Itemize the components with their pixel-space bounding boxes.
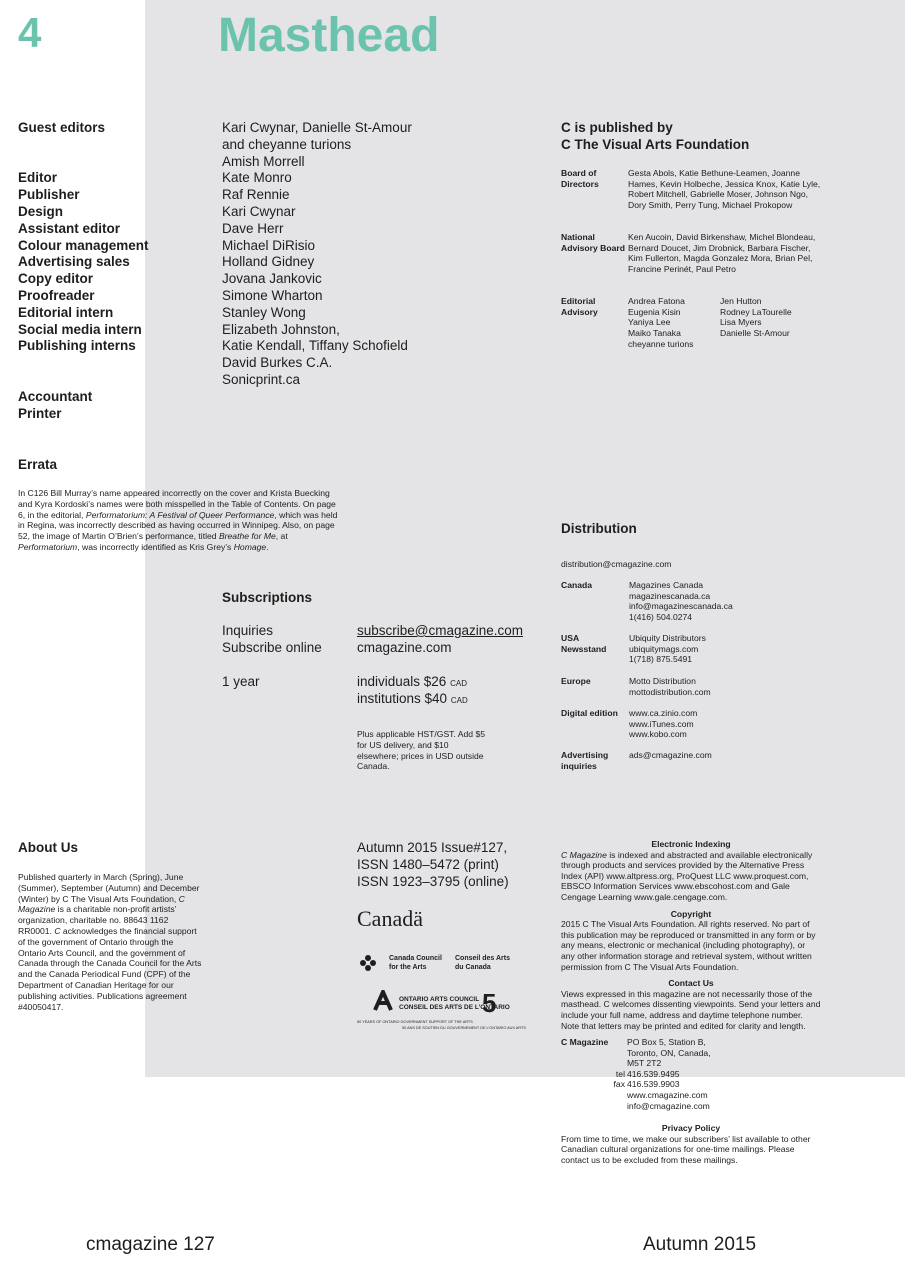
name: Amish Morrell bbox=[222, 153, 305, 169]
name: Holland Gidney bbox=[222, 254, 315, 270]
national-advisory-board: National Advisory Board Ken Aucoin, David Birkenshaw, Michel Blondeau, Bernard Doucet, Jim Drobnick, Barbara Fischer, Kim Fullerton, Magda Gonzalez Mora, Brian Pel, Francine Perinét, Paul Petro bbox=[561, 232, 816, 275]
name: Simone Wharton bbox=[222, 287, 323, 303]
name: Stanley Wong bbox=[222, 304, 306, 320]
editorial-advisory: Editorial Advisory Andrea Fatona Eugenia Kisin Yaniya Lee Maiko Tanaka cheyanne turions Jen Hutton Rodney LaTourelle Lisa Myers Danielle St-Amour bbox=[561, 296, 792, 349]
issue-info: Autumn 2015 Issue#127, ISSN 1480–5472 (print) ISSN 1923–3795 (online) bbox=[357, 840, 509, 889]
name: and cheyanne turions bbox=[222, 136, 352, 152]
ontario-arts-council-logo: ONTARIO ARTS COUNCIL CONSEIL DES ARTS DE L’ONTARIO 5 50 YEARS OF ONTARIO GOVERNMENT SUPPORT OF THE ARTS 50 ANS DE SOUTIEN DU GOUVERNEMENT DE L’ONTARIO AUX ARTS bbox=[357, 988, 526, 1030]
publisher-heading: C is published by C The Visual Arts Foundation bbox=[561, 120, 750, 152]
errata-text: In C126 Bill Murray’s name appeared incorrectly on the cover and Krista Buecking and Kyra Kordoski’s names were both misspelled in the Table of Contents. On page 6, in the editorial, Performatorium: A Festival of Queer Performance, which was held in Regina, was incorrectly described as having occurred in Winnipeg. Also, on page 52, the image of Martin O’Brien’s performance, titled Breathe for Me, at Performatorium, was incorrectly identified as Kris Grey’s Homage. bbox=[18, 488, 338, 552]
name: Michael DiRisio bbox=[222, 237, 316, 253]
copyright-heading: Copyright bbox=[670, 908, 712, 919]
staff-names bbox=[222, 120, 522, 389]
role: Social media intern bbox=[18, 321, 142, 337]
name: Dave Herr bbox=[222, 220, 284, 236]
subscribe-online-link[interactable]: cmagazine.com bbox=[357, 640, 452, 655]
privacy-heading: Privacy Policy bbox=[661, 1123, 721, 1134]
role: Proofreader bbox=[18, 287, 95, 303]
page-number: 4 bbox=[18, 9, 42, 56]
board-of-directors: Board of Directors Gesta Abols, Katie Bethune-Leamen, Joanne Hames, Kevin Holbeche, Jessica Knox, Katie Lyle, Robert Mitchell, Gabrielle Moser, Johnson Ngo, Dory Smith, Perry Tung, Michael Prokopow bbox=[561, 168, 821, 211]
indexing-heading: Electronic Indexing bbox=[651, 839, 731, 849]
contact-heading: Contact Us bbox=[668, 978, 714, 989]
role: Publisher bbox=[18, 187, 80, 203]
page-title: Masthead bbox=[218, 9, 440, 62]
contact-text: Views expressed in this magazine are not necessarily those of the masthead. C welcomes dissenting viewpoints. Send your letters and include your full name, address and daytime telephone number. Note that letters may be printed and edited for clarity and length. bbox=[561, 988, 821, 1031]
footer-right: Autumn 2015 bbox=[643, 1234, 757, 1255]
name: Kari Cwynar, Danielle St-Amour bbox=[222, 120, 412, 135]
name: Jovana Jankovic bbox=[222, 271, 322, 287]
canada-wordmark: Canadä bbox=[357, 906, 423, 931]
indexing-text: C Magazine is indexed and abstracted and available electronically through products and services provided by the Alternative Press Index (API) www.altpress.org, ProQuest LLC www.proquest.com, EBSCO Information Services www.ebscohost.com and Gale Cengage Learning www.gale.cengage.com. bbox=[561, 849, 813, 902]
about-text: Published quarterly in March (Spring), June (Summer), September (Autumn) and December (Winter) by C The Visual Arts Foundation, C Magazine is a charitable non-profit artists’ organization, charitable no. 88643 1162 RR0001. C acknowledges the financial support of the government of Ontario through the Ontario Arts Council, and the government of Canada through the Canada Council for the Arts and the Canada Periodical Fund (CPF) of the Department of Canadian Heritage for our publishing activities. Publications agreement #40050417. bbox=[18, 872, 202, 1012]
distribution-heading: Distribution bbox=[561, 521, 637, 536]
role: Editor bbox=[18, 170, 57, 186]
role: Accountant bbox=[18, 388, 93, 404]
oac-icon bbox=[371, 990, 395, 1012]
about-heading: About Us bbox=[18, 840, 78, 855]
distribution-email[interactable]: distribution@cmagazine.com bbox=[561, 559, 672, 569]
name: Elizabeth Johnston, bbox=[222, 321, 340, 337]
online-label: Subscribe online bbox=[222, 640, 322, 655]
name: Raf Rennie bbox=[222, 187, 290, 203]
price-note: Plus applicable HST/GST. Add $5 for US delivery, and $10 elsewhere; prices in USD outside Canada. bbox=[357, 729, 486, 772]
role: Printer bbox=[18, 405, 62, 421]
errata-heading: Errata bbox=[18, 457, 58, 472]
role: Editorial intern bbox=[18, 304, 114, 320]
copyright-text: 2015 C The Visual Arts Foundation. All rights reserved. No part of this publication may be reproduced or transmitted in any form or by any means, electronic or mechanical (including photography), or any other information storage and retrieval system, without written permission from C The Visual Arts Foundation. bbox=[561, 919, 816, 972]
role: Copy editor bbox=[18, 271, 94, 287]
role: Design bbox=[18, 203, 64, 219]
contact-address: C Magazine PO Box 5, Station B, Toronto, ON, Canada, M5T 2T2 tel fax 416.539.9495 416.539.9903 www.cmagazine.com info@cmagazine.com bbox=[561, 1037, 711, 1111]
legal-block bbox=[561, 839, 821, 1165]
subscribe-email-link[interactable]: subscribe@cmagazine.com bbox=[357, 623, 524, 638]
privacy-text: From time to time, we make our subscribers’ list available to other Canadian cultural organizations for one-time mailings. Please contact us to be excluded from these mailings. bbox=[561, 1133, 811, 1165]
footer-left: cmagazine 127 bbox=[86, 1234, 215, 1255]
inquiries-label: Inquiries bbox=[222, 623, 274, 638]
role: Advertising sales bbox=[18, 254, 130, 270]
price-individuals: individuals $26 CAD bbox=[357, 674, 467, 689]
role: Colour management bbox=[18, 237, 149, 253]
price-institutions: institutions $40 CAD bbox=[357, 691, 468, 706]
name: Sonicprint.ca bbox=[222, 371, 301, 387]
term-label: 1 year bbox=[222, 674, 260, 689]
canada-council-icon bbox=[357, 952, 379, 974]
role: Assistant editor bbox=[18, 220, 121, 236]
oac-50-mark: 5 bbox=[482, 988, 497, 1018]
name: Kate Monro bbox=[222, 170, 292, 186]
staff-roles bbox=[18, 120, 208, 422]
name: Kari Cwynar bbox=[222, 203, 296, 219]
subscriptions-heading: Subscriptions bbox=[222, 590, 313, 605]
name: David Burkes C.A. bbox=[222, 355, 333, 371]
name: Katie Kendall, Tiffany Schofield bbox=[222, 338, 408, 354]
role: Publishing interns bbox=[18, 338, 136, 354]
role: Guest editors bbox=[18, 120, 106, 135]
